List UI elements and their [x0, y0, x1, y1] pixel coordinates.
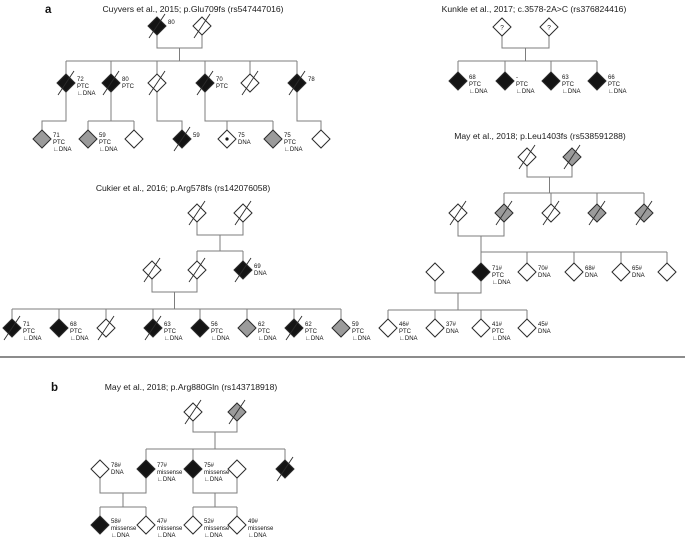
individual-label: 71	[53, 133, 60, 139]
individual-label: PTC	[399, 329, 411, 335]
individual-diamond	[125, 130, 143, 148]
individual-label: 68	[469, 75, 476, 81]
individual	[144, 316, 183, 342]
relationship-line	[157, 35, 202, 48]
individual-label: ∟DNA	[157, 533, 176, 539]
pedigree-kunkle-2017	[442, 4, 627, 95]
individual	[137, 516, 183, 539]
individual-label: 62	[258, 322, 265, 328]
individual-label: PTC	[23, 329, 35, 335]
individual-label: 68	[70, 322, 77, 328]
individual-diamond	[542, 72, 560, 90]
individual	[57, 71, 96, 97]
pedigree-title: May et al., 2018; p.Arg880Gln (rs143718918)	[104, 382, 278, 392]
individual-label: missense	[157, 526, 183, 532]
individual	[33, 130, 72, 153]
pedigree-title: May et al., 2018; p.Leu1403fs (rs538591288)	[454, 131, 626, 141]
individual-label: ∟DNA	[305, 336, 324, 342]
individual-label: DNA	[111, 470, 124, 476]
individual-label: 75	[238, 133, 245, 139]
individual-label: PTC	[284, 140, 296, 146]
pedigree-may-2018-arg880gln	[91, 382, 294, 539]
individual-label: PTC	[562, 82, 574, 88]
individual-label: ∟DNA	[258, 336, 277, 342]
individual-label: DNA	[446, 329, 459, 335]
individual-diamond	[332, 319, 350, 337]
individual-label: 37#	[446, 322, 457, 328]
individual-label: PTC	[516, 82, 528, 88]
individual-label: ∟DNA	[284, 147, 303, 153]
individual	[426, 319, 459, 337]
individual-diamond	[426, 263, 444, 281]
individual-label: PTC	[122, 84, 134, 90]
individual-label: ∟DNA	[248, 533, 267, 539]
individual-diamond	[426, 319, 444, 337]
individual-label: PTC	[164, 329, 176, 335]
individual	[228, 400, 246, 424]
individual-label: ∟DNA	[53, 147, 72, 153]
individual-label: missense	[248, 526, 274, 532]
individual	[91, 516, 137, 539]
individual	[449, 201, 467, 225]
individual-label: 47#	[157, 519, 168, 525]
individual-label: ∟DNA	[469, 89, 488, 95]
individual-label: 77#	[157, 463, 168, 469]
individual	[518, 145, 536, 169]
individual	[137, 460, 183, 483]
pedigree-title: Cukier et al., 2016; p.Arg578fs (rs142076058)	[95, 183, 271, 193]
individual-label: 75#	[204, 463, 215, 469]
individual	[3, 316, 42, 342]
individual-diamond	[518, 263, 536, 281]
individual	[234, 201, 252, 225]
individual	[635, 201, 653, 225]
individual-label: 63	[562, 75, 569, 81]
individual	[79, 130, 118, 153]
individual	[218, 130, 251, 148]
individual	[97, 316, 115, 340]
individual-label: 52#	[204, 519, 215, 525]
individual	[228, 516, 274, 539]
individual-label: DNA	[254, 271, 267, 277]
individual-diamond	[612, 263, 630, 281]
relationship-line	[42, 92, 66, 130]
individual-label: PTC	[492, 273, 504, 279]
individual	[496, 72, 535, 95]
individual-diamond	[658, 263, 676, 281]
individual	[148, 14, 175, 38]
individual	[565, 263, 598, 281]
individual	[188, 201, 206, 225]
individual-diamond	[588, 72, 606, 90]
individual	[238, 319, 277, 342]
individual	[472, 263, 511, 286]
pedigree-cukier-2016	[3, 183, 371, 342]
individual-label: ∟DNA	[204, 533, 223, 539]
individual-label: PTC	[305, 329, 317, 335]
individual-label: ∟DNA	[77, 91, 96, 97]
individual-label: ∟DNA	[99, 147, 118, 153]
individual-label: ∟DNA	[562, 89, 581, 95]
individual-diamond	[496, 72, 514, 90]
individual-label: PTC	[53, 140, 65, 146]
individual	[196, 71, 229, 95]
individual	[50, 319, 89, 342]
carrier-dot	[225, 137, 228, 140]
individual-label: 71#	[492, 266, 503, 272]
individual-label: ∟DNA	[70, 336, 89, 342]
individual-diamond	[137, 516, 155, 534]
individual-label: 59	[352, 322, 359, 328]
individual-label: DNA	[538, 329, 551, 335]
individual	[612, 263, 645, 281]
individual	[493, 18, 511, 36]
individual	[173, 127, 200, 151]
individual-label: ∟DNA	[157, 477, 176, 483]
individual-label: PTC	[216, 84, 228, 90]
individual	[518, 319, 551, 337]
individual-label: 68#	[585, 266, 596, 272]
individual-diamond	[312, 130, 330, 148]
individual-label: PTC	[469, 82, 481, 88]
individual-label: 78	[308, 77, 315, 83]
individual	[285, 316, 324, 342]
individual-diamond	[238, 319, 256, 337]
individual-label: 45#	[538, 322, 549, 328]
relationship-line	[502, 36, 549, 48]
individual-diamond	[379, 319, 397, 337]
individual-label: DNA	[585, 273, 598, 279]
individual-label: ∟DNA	[111, 533, 130, 539]
individual-label: 66	[608, 75, 615, 81]
individual-label: 59	[193, 133, 200, 139]
individual-label: ∟DNA	[399, 336, 418, 342]
individual	[426, 263, 444, 281]
individual-label: missense	[204, 470, 230, 476]
relationship-line	[435, 281, 481, 293]
relationship-line	[205, 92, 273, 121]
individual-diamond	[50, 319, 68, 337]
individual	[193, 14, 211, 38]
individual-label: missense	[204, 526, 230, 532]
individual	[148, 71, 166, 95]
individual-label: DNA	[538, 273, 551, 279]
individual-label: 49#	[248, 519, 259, 525]
individual	[188, 258, 206, 282]
individual-diamond	[191, 319, 209, 337]
individual	[658, 263, 676, 281]
individual-label: 80	[122, 77, 129, 83]
individual-label: missense	[157, 470, 183, 476]
individual	[143, 258, 161, 282]
individual	[184, 516, 230, 539]
individual-label: 58#	[111, 519, 122, 525]
individual	[588, 201, 606, 225]
pedigree-may-2018-leu1403fs	[379, 131, 676, 342]
individual-label: DNA	[632, 273, 645, 279]
individual-label: ∟DNA	[352, 336, 371, 342]
individual-diamond	[264, 130, 282, 148]
individual	[184, 460, 230, 483]
individual-diamond	[565, 263, 583, 281]
pedigree-title: Cuyvers et al., 2015; p.Glu709fs (rs547447016)	[102, 4, 284, 14]
relationship-line	[297, 92, 321, 130]
individual	[288, 71, 315, 95]
individual-label: 70	[216, 77, 223, 83]
individual-label: 70#	[538, 266, 549, 272]
individual-label: 46#	[399, 322, 410, 328]
individual	[228, 460, 246, 478]
individual	[563, 145, 581, 169]
panel-label: a	[45, 4, 52, 16]
individual-label: PTC	[258, 329, 270, 335]
individual	[102, 71, 135, 95]
relationship-line	[157, 92, 182, 130]
individual	[379, 319, 418, 342]
individual-label: 65#	[632, 266, 643, 272]
individual	[264, 130, 303, 153]
pedigree-cuyvers-2015	[33, 4, 330, 153]
individual	[540, 18, 558, 36]
individual-label: ∟DNA	[211, 336, 230, 342]
individual	[184, 400, 202, 424]
individual-diamond	[472, 263, 490, 281]
individual	[312, 130, 330, 148]
individual	[542, 72, 581, 95]
individual-diamond	[33, 130, 51, 148]
unknown-status-mark: ?	[500, 24, 504, 32]
individual-label: PTC	[608, 82, 620, 88]
individual-label: missense	[111, 526, 137, 532]
panel-label: b	[51, 382, 59, 394]
individual-diamond	[184, 460, 202, 478]
individual-diamond	[518, 319, 536, 337]
individual-label: 80	[168, 20, 175, 26]
individual-label: 56	[211, 322, 218, 328]
individual	[91, 460, 124, 478]
individual-label: PTC	[77, 84, 89, 90]
individual-label: PTC	[70, 329, 82, 335]
individual-label: ∟DNA	[608, 89, 627, 95]
individual-label: PTC	[492, 329, 504, 335]
individual-label: ∟DNA	[492, 280, 511, 286]
individual-diamond	[79, 130, 97, 148]
individual-label: DNA	[238, 140, 251, 146]
individual-label: 63	[164, 322, 171, 328]
individual-diamond	[228, 516, 246, 534]
individual-diamond	[91, 516, 109, 534]
individual-diamond	[449, 72, 467, 90]
individual-label: ∟DNA	[516, 89, 535, 95]
individual-label: 78#	[111, 463, 122, 469]
individual	[332, 319, 371, 342]
individual	[495, 201, 513, 225]
individual-label: PTC	[211, 329, 223, 335]
individual-label: 62	[305, 322, 312, 328]
individual-label: 71	[23, 322, 30, 328]
individual-label: 75	[284, 133, 291, 139]
individual-diamond	[137, 460, 155, 478]
relationship-line	[152, 279, 197, 292]
individual	[542, 201, 560, 225]
individual	[241, 71, 259, 95]
individual-label: ∟DNA	[492, 336, 511, 342]
individual-diamond	[184, 516, 202, 534]
individual-label: 59	[99, 133, 106, 139]
individual-label: PTC	[352, 329, 364, 335]
individual-label: 41#	[492, 322, 503, 328]
individual	[125, 130, 143, 148]
individual	[588, 72, 627, 95]
individual-label: ∟DNA	[23, 336, 42, 342]
individual-label: ∟DNA	[164, 336, 183, 342]
individual	[472, 319, 511, 342]
relationship-line	[100, 478, 146, 493]
unknown-status-mark: ?	[547, 24, 551, 32]
individual-label: 69	[254, 264, 261, 270]
individual	[518, 263, 551, 281]
individual-label: ∟DNA	[204, 477, 223, 483]
individual-diamond	[228, 460, 246, 478]
individual-diamond	[472, 319, 490, 337]
individual	[276, 457, 294, 481]
individual-diamond	[91, 460, 109, 478]
individual	[234, 258, 267, 282]
individual	[449, 72, 488, 95]
individual-label: 72	[77, 77, 84, 83]
individual	[191, 319, 230, 342]
individual-label: -	[516, 75, 518, 81]
pedigree-title: Kunkle et al., 2017; c.3578-2A>C (rs376824416)	[441, 4, 627, 14]
individual-label: PTC	[99, 140, 111, 146]
